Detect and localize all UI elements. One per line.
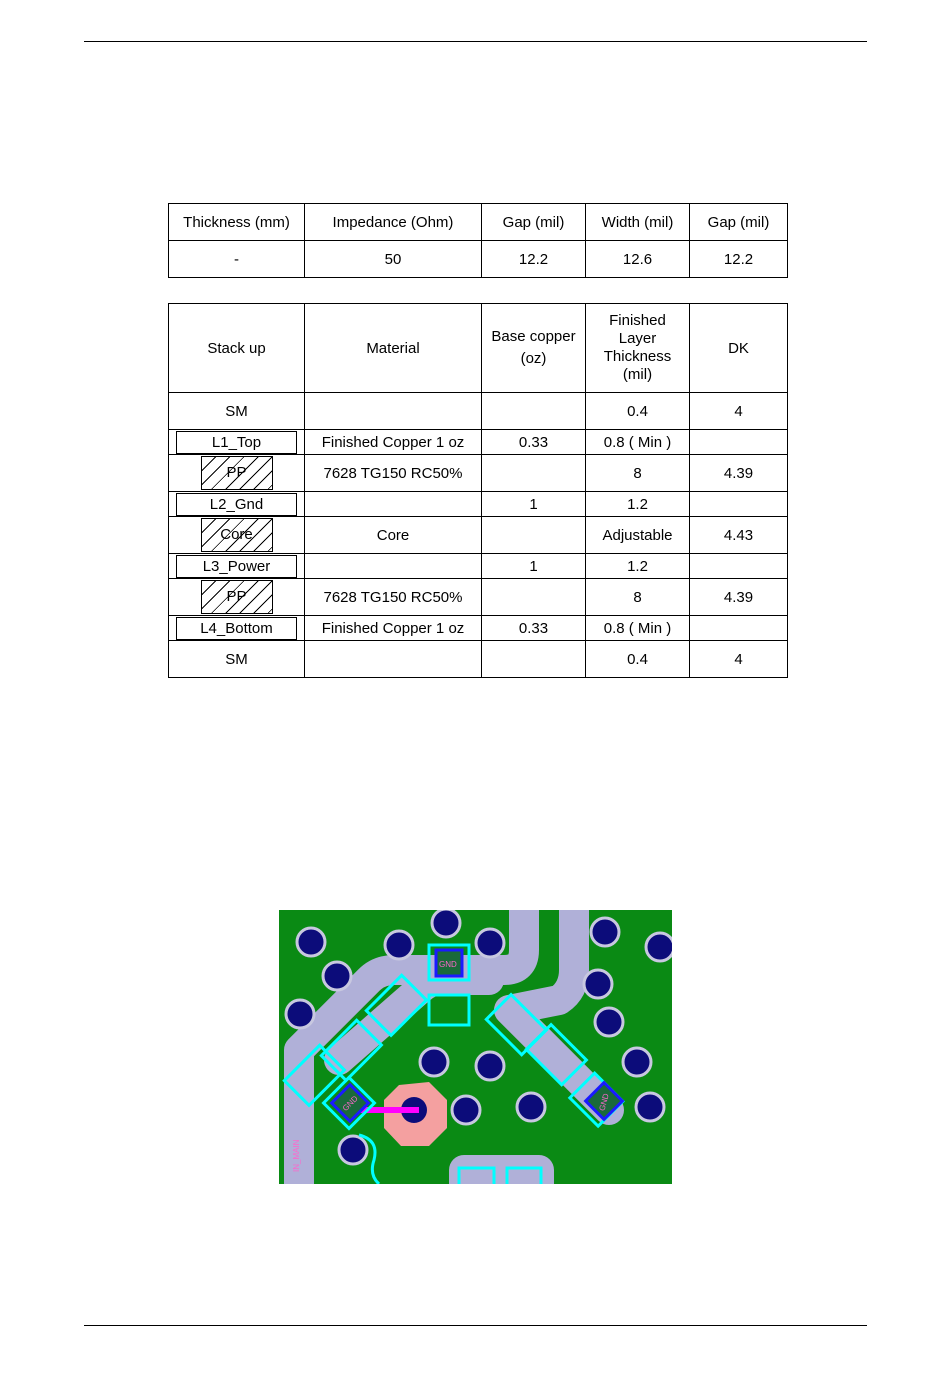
layer-cell (169, 455, 305, 492)
copper-layer-box: L4_Bottom (176, 617, 297, 640)
layer-label: SM (225, 650, 248, 668)
gnd-label: GND (439, 960, 457, 969)
layer-label: PP (226, 588, 247, 605)
table-row (169, 430, 788, 455)
table-cell (305, 554, 482, 579)
table-cell: 12.6 (586, 241, 690, 278)
pcb-via (476, 929, 504, 957)
pcb-via (476, 1052, 504, 1080)
table-cell (305, 492, 482, 517)
layer-label: Core (220, 526, 253, 543)
table-row (169, 517, 788, 554)
table-row (169, 579, 788, 616)
table-cell: 7628 TG150 RC50% (305, 579, 482, 616)
table-cell: 8 (586, 455, 690, 492)
table-cell: 0.4 (586, 393, 690, 430)
stackup-table (168, 303, 788, 678)
pcb-via (646, 933, 672, 961)
table-cell: 0.33 (482, 430, 586, 455)
header-cell: Gap (mil) (690, 204, 788, 241)
net-label: IN_MAIN (292, 1139, 301, 1172)
table-row (169, 616, 788, 641)
table-cell: Core (305, 517, 482, 554)
copper-layer-box: L2_Gnd (176, 493, 297, 516)
table-cell: 0.33 (482, 616, 586, 641)
table-row (169, 455, 788, 492)
dielectric-hatch (201, 518, 273, 552)
table-row (169, 393, 788, 430)
header-rule (84, 41, 867, 42)
pcb-via (339, 1136, 367, 1164)
table-header-row (169, 204, 788, 241)
table-row (169, 641, 788, 678)
pcb-layout-image (279, 910, 672, 1184)
dielectric-hatch (201, 456, 273, 490)
dielectric-hatch (201, 580, 273, 614)
table-cell: 4.39 (690, 579, 788, 616)
table-cell (482, 455, 586, 492)
table-cell: - (169, 241, 305, 278)
header-cell: Gap (mil) (482, 204, 586, 241)
table-header-row (169, 304, 788, 393)
table-cell: 8 (586, 579, 690, 616)
footer-rule (84, 1325, 867, 1326)
table-cell (305, 641, 482, 678)
header-cell: Stack up (169, 304, 305, 393)
header-cell: Base copper (oz) (482, 304, 586, 393)
layer-cell (169, 579, 305, 616)
table-cell (482, 579, 586, 616)
table-cell: 50 (305, 241, 482, 278)
header-cell: DK (690, 304, 788, 393)
copper-layer-box: L3_Power (176, 555, 297, 578)
table-cell: 1.2 (586, 492, 690, 517)
impedance-table (168, 203, 788, 278)
table-cell: 4.39 (690, 455, 788, 492)
gnd-label: GND (340, 1093, 360, 1113)
table-cell (482, 517, 586, 554)
pcb-via (595, 1008, 623, 1036)
layer-cell (169, 517, 305, 554)
pcb-via (297, 928, 325, 956)
pcb-via (636, 1093, 664, 1121)
copper-layer-box: L1_Top (176, 431, 297, 454)
table-row (169, 554, 788, 579)
gnd-label: GND (597, 1092, 611, 1112)
table-cell: 7628 TG150 RC50% (305, 455, 482, 492)
pcb-via (517, 1093, 545, 1121)
layer-cell (169, 393, 305, 430)
pcb-via (323, 962, 351, 990)
pcb-trace (464, 1170, 539, 1184)
pcb-via (286, 1000, 314, 1028)
table-cell (690, 492, 788, 517)
table-cell: 1.2 (586, 554, 690, 579)
table-cell: 1 (482, 492, 586, 517)
layer-label: PP (226, 464, 247, 481)
layer-cell (169, 616, 305, 641)
layer-label: SM (225, 402, 248, 420)
pcb-via (584, 970, 612, 998)
pcb-via (420, 1048, 448, 1076)
layer-cell (169, 430, 305, 455)
table-cell: Adjustable (586, 517, 690, 554)
table-cell: 0.8 ( Min ) (586, 616, 690, 641)
table-cell: 0.4 (586, 641, 690, 678)
header-cell: Finished Layer Thickness (mil) (586, 304, 690, 393)
table-row (169, 492, 788, 517)
pcb-via (385, 931, 413, 959)
header-cell: Thickness (mm) (169, 204, 305, 241)
table-cell: 12.2 (482, 241, 586, 278)
table-cell: Finished Copper 1 oz (305, 430, 482, 455)
header-cell: Width (mil) (586, 204, 690, 241)
table-row (169, 241, 788, 278)
pcb-via (452, 1096, 480, 1124)
table-cell: 1 (482, 554, 586, 579)
table-cell: 4 (690, 641, 788, 678)
pcb-via (591, 918, 619, 946)
pcb-via (623, 1048, 651, 1076)
table-cell (305, 393, 482, 430)
table-cell (690, 616, 788, 641)
table-cell: 4 (690, 393, 788, 430)
pcb-via (432, 910, 460, 937)
table-cell: 0.8 ( Min ) (586, 430, 690, 455)
table-cell: Finished Copper 1 oz (305, 616, 482, 641)
table-cell: 4.43 (690, 517, 788, 554)
table-cell (690, 430, 788, 455)
table-cell (690, 554, 788, 579)
table-cell (482, 641, 586, 678)
layer-cell (169, 554, 305, 579)
layer-cell (169, 641, 305, 678)
layer-cell (169, 492, 305, 517)
table-cell (482, 393, 586, 430)
header-cell: Material (305, 304, 482, 393)
header-cell: Impedance (Ohm) (305, 204, 482, 241)
table-cell: 12.2 (690, 241, 788, 278)
